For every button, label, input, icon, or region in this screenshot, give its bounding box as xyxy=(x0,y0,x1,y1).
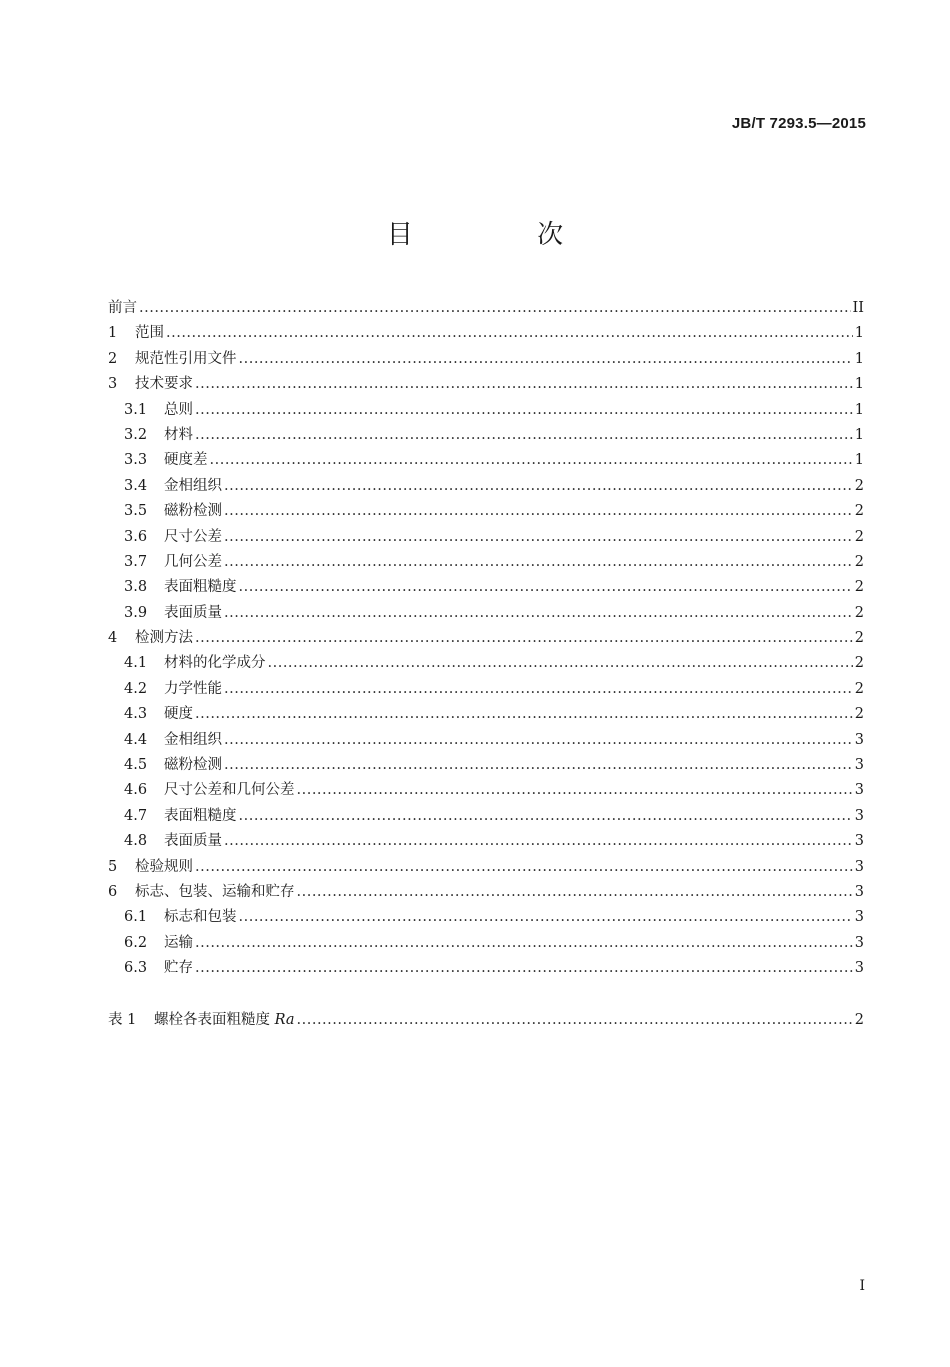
toc-entry-number: 3.2 xyxy=(124,426,148,443)
toc-entry-page: 2 xyxy=(854,503,864,520)
dot-leader xyxy=(195,935,853,951)
toc-entry-page: 2 xyxy=(854,553,864,570)
toc-entry-label: 前言 xyxy=(108,300,137,316)
toc-entry[interactable] xyxy=(108,423,864,448)
toc-entry-label: 技术要求 xyxy=(135,376,193,393)
dot-leader xyxy=(224,478,853,494)
page-title: 目 次 xyxy=(386,220,622,250)
toc-entry-page: 2 xyxy=(854,680,864,697)
toc-entry-page: 1 xyxy=(854,401,864,418)
toc-entry[interactable] xyxy=(108,626,864,651)
toc-entry-page: 2 xyxy=(854,579,864,596)
toc-entry-page: 3 xyxy=(854,858,864,875)
toc-entry[interactable] xyxy=(108,651,864,676)
dot-leader xyxy=(195,630,853,646)
toc-entry-label: 运输 xyxy=(164,934,193,951)
toc-entry-label: 表面粗糙度 xyxy=(164,579,237,596)
dot-leader xyxy=(224,554,853,570)
toc-entry-page: 3 xyxy=(854,782,864,799)
toc-entry-label: 规范性引用文件 xyxy=(135,350,237,367)
toc-entry-page: 1 xyxy=(854,350,864,367)
toc-entry-number: 4.3 xyxy=(124,706,148,723)
toc-entry-page: 2 xyxy=(854,477,864,494)
toc-entry-number: 3.6 xyxy=(124,528,148,545)
toc-entry-number: 6.1 xyxy=(124,909,148,926)
toc-entry[interactable] xyxy=(108,296,864,321)
toc-entry-number: 4.7 xyxy=(124,807,148,824)
dot-leader xyxy=(224,529,853,545)
dot-leader xyxy=(210,452,853,468)
dot-leader xyxy=(297,782,853,798)
table-entry-label xyxy=(154,1008,295,1029)
dot-leader xyxy=(224,757,853,773)
toc-entry-label: 硬度差 xyxy=(164,452,208,469)
toc-entry[interactable] xyxy=(108,677,864,702)
toc-entry[interactable] xyxy=(108,474,864,499)
toc-entry[interactable] xyxy=(108,880,864,905)
toc-entry-number: 3.9 xyxy=(124,604,148,621)
toc-entry-page: 1 xyxy=(854,325,864,342)
toc-entry-page: 3 xyxy=(854,934,864,951)
toc-entry-label: 检验规则 xyxy=(135,858,193,875)
toc-entry-page: 1 xyxy=(854,452,864,469)
toc-entry-page: 2 xyxy=(854,630,864,647)
toc-entry[interactable] xyxy=(108,753,864,778)
dot-leader xyxy=(239,351,853,367)
toc-entry-number: 3.1 xyxy=(124,401,148,418)
toc-entry-label: 材料的化学成分 xyxy=(164,655,266,672)
toc-entry-number: 5 xyxy=(108,858,118,875)
toc-entry-number: 4.4 xyxy=(124,731,148,748)
dot-leader xyxy=(224,833,853,849)
toc-entry-label: 表面质量 xyxy=(164,833,222,850)
toc-entry[interactable] xyxy=(108,372,864,397)
toc-entry-label: 范围 xyxy=(135,325,164,342)
toc-entry-label: 几何公差 xyxy=(164,553,222,570)
toc-entry[interactable] xyxy=(108,448,864,473)
toc-entry[interactable] xyxy=(108,601,864,626)
toc-entry-label: 金相组织 xyxy=(164,477,222,494)
dot-leader xyxy=(239,579,853,595)
dot-leader xyxy=(195,376,853,392)
toc-entry-label: 材料 xyxy=(164,426,193,443)
toc-entry[interactable] xyxy=(108,398,864,423)
toc-entry[interactable] xyxy=(108,829,864,854)
table-entry-label-symbol: Ra xyxy=(274,1011,295,1028)
table-entry-page: 2 xyxy=(854,1011,864,1028)
dot-leader xyxy=(224,503,853,519)
toc-entry-number: 3 xyxy=(108,376,118,393)
toc-entry-number: 4.5 xyxy=(124,757,148,774)
toc-entry-label: 力学性能 xyxy=(164,680,222,697)
toc-entry-label: 硬度 xyxy=(164,706,193,723)
toc-entry-page: 3 xyxy=(854,883,864,900)
table-entry-label-text: 螺栓各表面粗糙度 xyxy=(154,1011,275,1028)
toc-entry[interactable] xyxy=(108,550,864,575)
toc-entry-number: 3.3 xyxy=(124,452,148,469)
toc-entry-page: 3 xyxy=(854,757,864,774)
toc-entry-label: 表面粗糙度 xyxy=(164,807,237,824)
toc-entry[interactable] xyxy=(108,905,864,930)
dot-leader xyxy=(239,909,853,925)
toc-entry[interactable] xyxy=(108,778,864,803)
dot-leader xyxy=(224,605,853,621)
toc-entry-page: 1 xyxy=(854,426,864,443)
toc-entry-number: 4 xyxy=(108,630,118,647)
dot-leader xyxy=(195,402,853,418)
dot-leader xyxy=(195,859,853,875)
toc-entry-number: 3.7 xyxy=(124,553,148,570)
toc-entry[interactable] xyxy=(108,499,864,524)
dot-leader xyxy=(224,681,853,697)
toc-entry[interactable] xyxy=(108,728,864,753)
dot-leader xyxy=(139,300,851,316)
toc-entry[interactable] xyxy=(108,931,864,956)
dot-leader xyxy=(195,706,853,722)
dot-leader xyxy=(166,325,853,341)
toc-entry-number: 4.6 xyxy=(124,782,148,799)
toc-entry-page: 2 xyxy=(854,706,864,723)
toc-entry-number: 6 xyxy=(108,883,118,900)
toc-entry-label: 表面质量 xyxy=(164,604,222,621)
toc-entry[interactable] xyxy=(108,956,864,981)
toc-entry-page: II xyxy=(852,300,864,316)
toc-entry[interactable] xyxy=(108,321,864,346)
toc-entry-page: 3 xyxy=(854,909,864,926)
page-number: I xyxy=(859,1278,865,1294)
toc-entry-page: 3 xyxy=(854,960,864,977)
toc-entry[interactable] xyxy=(108,702,864,727)
dot-leader xyxy=(195,427,853,443)
toc-entry-number: 2 xyxy=(108,350,118,367)
dot-leader xyxy=(297,884,853,900)
toc-entry-page: 2 xyxy=(854,528,864,545)
toc-entry-label: 尺寸公差和几何公差 xyxy=(164,782,295,799)
dot-leader xyxy=(239,808,853,824)
toc-entry[interactable] xyxy=(108,347,864,372)
toc-entry-number: 4.8 xyxy=(124,833,148,850)
toc-entry-page: 2 xyxy=(854,655,864,672)
toc-entry-page: 3 xyxy=(854,833,864,850)
toc-entry-label: 贮存 xyxy=(164,960,193,977)
table-entry-number: 表 1 xyxy=(108,1011,137,1028)
toc-entry-page: 1 xyxy=(854,376,864,393)
toc-entry-number: 6.3 xyxy=(124,960,148,977)
toc-entry-label: 磁粉检测 xyxy=(164,503,222,520)
dot-leader xyxy=(297,1012,853,1028)
toc-entry-number: 3.4 xyxy=(124,477,148,494)
toc-entry-label: 金相组织 xyxy=(164,731,222,748)
toc-entry-number: 6.2 xyxy=(124,934,148,951)
toc-entry-number: 3.8 xyxy=(124,579,148,596)
table-of-contents xyxy=(108,296,864,1033)
toc-entry[interactable] xyxy=(108,525,864,550)
toc-entry-number: 1 xyxy=(108,325,118,342)
toc-entry-page: 2 xyxy=(854,604,864,621)
toc-entry-label: 磁粉检测 xyxy=(164,757,222,774)
toc-entry-label: 标志和包装 xyxy=(164,909,237,926)
toc-entry-page: 3 xyxy=(854,807,864,824)
toc-entry-label: 标志、包装、运输和贮存 xyxy=(135,883,295,900)
standard-code: JB/T 7293.5—2015 xyxy=(731,115,866,132)
toc-entry-number: 4.1 xyxy=(124,655,148,672)
toc-entry-page: 3 xyxy=(854,731,864,748)
dot-leader xyxy=(195,960,853,976)
toc-entry[interactable] xyxy=(108,575,864,600)
toc-entry[interactable] xyxy=(108,855,864,880)
toc-entry-number: 4.2 xyxy=(124,680,148,697)
dot-leader xyxy=(224,732,853,748)
toc-table-entry[interactable] xyxy=(108,1008,864,1033)
toc-entry-number: 3.5 xyxy=(124,503,148,520)
toc-entry-label: 尺寸公差 xyxy=(164,528,222,545)
toc-entry-label: 总则 xyxy=(164,401,193,418)
dot-leader xyxy=(268,655,853,671)
toc-entry[interactable] xyxy=(108,804,864,829)
toc-entry-label: 检测方法 xyxy=(135,630,193,647)
